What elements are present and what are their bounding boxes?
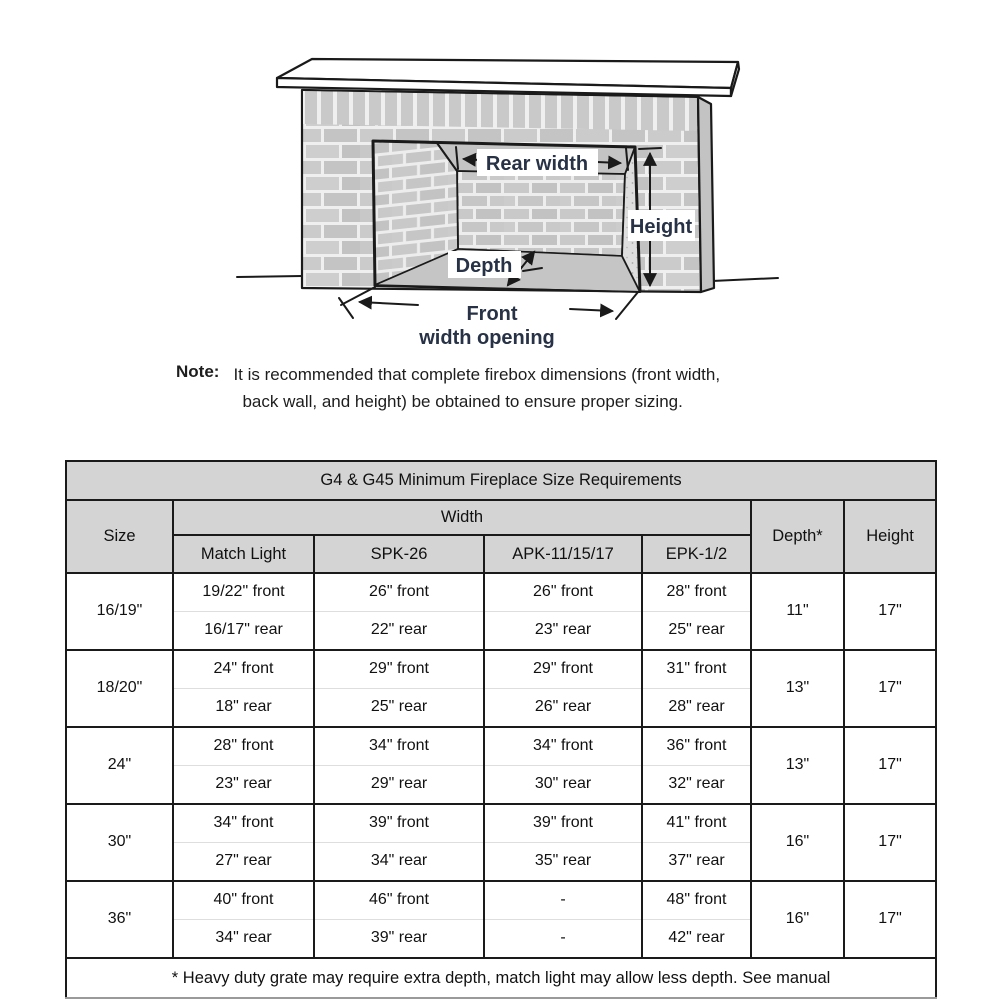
note-line2: back wall, and height) be obtained to ensure proper sizing. — [242, 391, 683, 411]
spk26-front: 26" front — [314, 573, 484, 612]
spk26-rear: 39" rear — [314, 920, 484, 959]
ground-line-right — [712, 278, 778, 281]
height-cell: 17" — [844, 881, 936, 958]
apk-front: 26" front — [484, 573, 642, 612]
table-row — [66, 650, 936, 689]
spk26-front: 46" front — [314, 881, 484, 920]
depth-cell: 11" — [751, 573, 844, 650]
height-tick-top — [639, 148, 661, 149]
note-text — [233, 362, 720, 415]
match-light-rear: 34" rear — [173, 920, 314, 959]
spk26-rear: 34" rear — [314, 843, 484, 882]
height-cell: 17" — [844, 727, 936, 804]
front-width-label-line2: width opening — [419, 327, 555, 349]
spk26-front: 39" front — [314, 804, 484, 843]
size-cell: 16/19" — [66, 573, 173, 650]
table-row — [66, 573, 936, 612]
apk-rear: 23" rear — [484, 612, 642, 651]
epk-rear: 37" rear — [642, 843, 751, 882]
table-row — [66, 727, 936, 766]
spk26-rear: 25" rear — [314, 689, 484, 728]
apk-front: 39" front — [484, 804, 642, 843]
header-width: Width — [173, 500, 751, 535]
note-label: Note: — [176, 362, 220, 381]
depth-cell: 16" — [751, 804, 844, 881]
epk-rear: 28" rear — [642, 689, 751, 728]
ground-line-left — [237, 276, 302, 277]
header-height: Height — [844, 500, 936, 573]
match-light-front: 19/22" front — [173, 573, 314, 612]
rear-width-arrow-right — [597, 162, 620, 163]
front-width-slash-right — [616, 292, 638, 319]
soldier-course — [303, 91, 697, 131]
apk-rear: 35" rear — [484, 843, 642, 882]
epk-rear: 42" rear — [642, 920, 751, 959]
front-width-label-line1: Front — [466, 303, 518, 325]
header-apk: APK-11/15/17 — [484, 535, 642, 573]
match-light-front: 34" front — [173, 804, 314, 843]
spk26-front: 34" front — [314, 727, 484, 766]
spec-table — [65, 460, 937, 999]
height-cell: 17" — [844, 804, 936, 881]
front-width-arrow-left — [360, 302, 418, 305]
size-cell: 30" — [66, 804, 173, 881]
epk-front: 36" front — [642, 727, 751, 766]
epk-front: 31" front — [642, 650, 751, 689]
height-label: Height — [629, 216, 693, 238]
depth-label: Depth — [455, 255, 513, 277]
match-light-front: 28" front — [173, 727, 314, 766]
table-title: G4 & G45 Minimum Fireplace Size Requirements — [66, 461, 936, 500]
size-cell: 18/20" — [66, 650, 173, 727]
depth-cell: 16" — [751, 881, 844, 958]
front-width-slash-left — [339, 298, 353, 318]
size-cell: 36" — [66, 881, 173, 958]
header-epk: EPK-1/2 — [642, 535, 751, 573]
epk-rear: 32" rear — [642, 766, 751, 805]
table-row — [66, 804, 936, 843]
height-cell: 17" — [844, 650, 936, 727]
header-depth: Depth* — [751, 500, 844, 573]
spk26-rear: 22" rear — [314, 612, 484, 651]
wall-right-side — [698, 97, 714, 292]
epk-front: 41" front — [642, 804, 751, 843]
depth-cell: 13" — [751, 650, 844, 727]
header-size: Size — [66, 500, 173, 573]
spk26-rear: 29" rear — [314, 766, 484, 805]
epk-rear: 25" rear — [642, 612, 751, 651]
apk-rear: - — [484, 920, 642, 959]
rear-width-label: Rear width — [485, 153, 589, 175]
size-cell: 24" — [66, 727, 173, 804]
firebox-back-wall — [457, 171, 625, 256]
front-width-arrow-right — [570, 309, 612, 311]
match-light-front: 24" front — [173, 650, 314, 689]
note-line1: It is recommended that complete firebox dimensions (front width, — [233, 365, 721, 384]
epk-front: 48" front — [642, 881, 751, 920]
apk-front: 29" front — [484, 650, 642, 689]
table-footnote: * Heavy duty grate may require extra depth, match light may allow less depth. See manual — [66, 958, 936, 998]
match-light-rear: 16/17" rear — [173, 612, 314, 651]
header-match-light: Match Light — [173, 535, 314, 573]
apk-front: 34" front — [484, 727, 642, 766]
rear-width-arrow-left — [464, 159, 479, 160]
spk26-front: 29" front — [314, 650, 484, 689]
note-block — [176, 362, 720, 415]
match-light-rear: 27" rear — [173, 843, 314, 882]
epk-front: 28" front — [642, 573, 751, 612]
header-spk26: SPK-26 — [314, 535, 484, 573]
apk-rear: 26" rear — [484, 689, 642, 728]
height-cell: 17" — [844, 573, 936, 650]
apk-rear: 30" rear — [484, 766, 642, 805]
table-row — [66, 881, 936, 920]
match-light-rear: 18" rear — [173, 689, 314, 728]
match-light-rear: 23" rear — [173, 766, 314, 805]
match-light-front: 40" front — [173, 881, 314, 920]
apk-front: - — [484, 881, 642, 920]
depth-cell: 13" — [751, 727, 844, 804]
